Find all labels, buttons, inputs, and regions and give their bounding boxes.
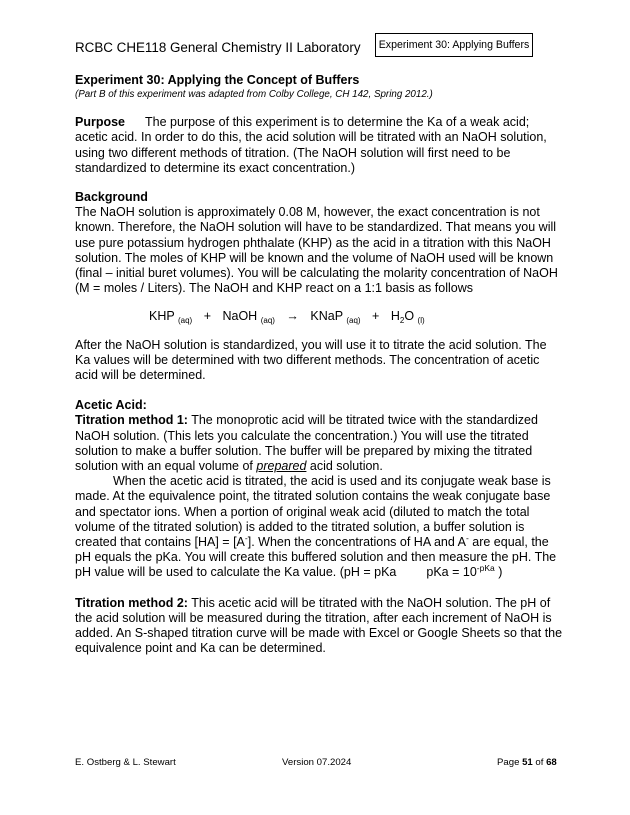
plus-sign: + [372, 309, 380, 324]
reaction-equation [149, 309, 565, 324]
state-label: (l) [417, 316, 425, 326]
method2-text: This acetic acid will be titrated with the NaOH solution. The pH of the acid solution will be measured during the titration, after each increment of NaOH is added. An S-shaped titration curve will be made with Excel or Google Sheets so that the equivalence point and Ka can be determined. [75, 595, 563, 656]
plus-sign: + [203, 309, 211, 324]
course-header: RCBC CHE118 General Chemistry II Laboratory [75, 40, 361, 55]
state-label: (aq) [346, 316, 361, 326]
adaptation-note: (Part B of this experiment was adapted from Colby College, CH 142, Spring 2012.) [75, 89, 433, 101]
state-label: (aq) [260, 316, 275, 326]
footer-authors: E. Ostberg & L. Stewart [75, 757, 176, 768]
after-standardization-text: After the NaOH solution is standardized, you will use it to titrate the acid solution. The Ka values will be determined with two different methods. The concentration of acetic acid will be determined. [75, 337, 547, 383]
method2-heading: Titration method 2: [75, 595, 188, 610]
reaction-arrow: → [286, 309, 299, 324]
footer-page-number: Page 51 of 68 [497, 757, 557, 768]
experiment-title: Experiment 30: Applying the Concept of Buffers [75, 73, 360, 87]
acetic-acid-heading: Acetic Acid: [75, 398, 147, 413]
experiment-label-box: Experiment 30: Applying Buffers [375, 33, 533, 57]
product-water: $H_2O$ [390, 309, 415, 326]
method2-paragraph [75, 596, 565, 657]
background-heading: Background [75, 190, 148, 205]
background-text: The NaOH solution is approximately 0.08 M, however, the exact concentration is not known. Therefore, the NaOH solution will have to be standardized. That means you will use pure potassium hydrogen phthalate (KHP) as the acid in a titration with this NaOH solution. The moles of KHP will be known and the volume of NaOH used will be known (final – initial buret volumes). You will be calculating the molarity concentration of NaOH (M = moles / Liters). The NaOH and KHP react on a 1:1 basis as follows [75, 205, 558, 296]
purpose-section [75, 115, 565, 176]
reactant-naoh: NaOH [222, 309, 258, 324]
main-content [75, 73, 565, 657]
method1-heading: Titration method 1: [75, 413, 188, 428]
reactant-khp: KHP [149, 309, 175, 324]
method1-text: The monoprotic acid will be titrated twice with the standardized NaOH solution. (This lets you calculate the concentration.) You will use the titrated solution to make a buffer solution. The buffer will be prepared by mixing the titrated solution with an equal volume of [75, 413, 538, 474]
purpose-heading: Purpose [75, 115, 126, 130]
prepared-emphasis: prepared [256, 459, 307, 474]
method1-explanation: When the acetic acid is titrated, the acid is used and its conjugate weak base is made. At the equivalence point, the titrated solution contains the weak conjugate base and spectator ions. When a portion of original weak acid (diluted to match the total volume of the titrated solution) is added to the titrated solution, a buffer solution is created that contains [HA] = [A-]. When the concentrations of HA and A- are equal, the pH equals the pKa. You will create this buffered solution and then measure the pH. The pH value will be used to calculate the Ka value. (pH = pKa pKa = $10^{-pKa}$ ) [75, 474, 557, 580]
footer-version: Version 07.2024 [282, 757, 352, 768]
product-knap: KNaP [310, 309, 343, 324]
method1-paragraph: Titration method 1: The monoprotic acid will be titrated twice with the standardized NaOH solution. (This lets you calculate the concentration.) You will use the titrated solution to make a buffer solution. The buffer will be prepared by mixing the titrated solution with an equal volume of prepared acid solution. [75, 413, 538, 474]
purpose-text: The purpose of this experiment is to determine the Ka of a weak acid; acetic acid. In order to do this, the acid solution will be titrated with an NaOH solution, using two different methods of titration. (The NaOH solution will first need to be standardized to determine its exact concentration.) [75, 115, 547, 175]
state-label: (aq) [177, 316, 193, 326]
